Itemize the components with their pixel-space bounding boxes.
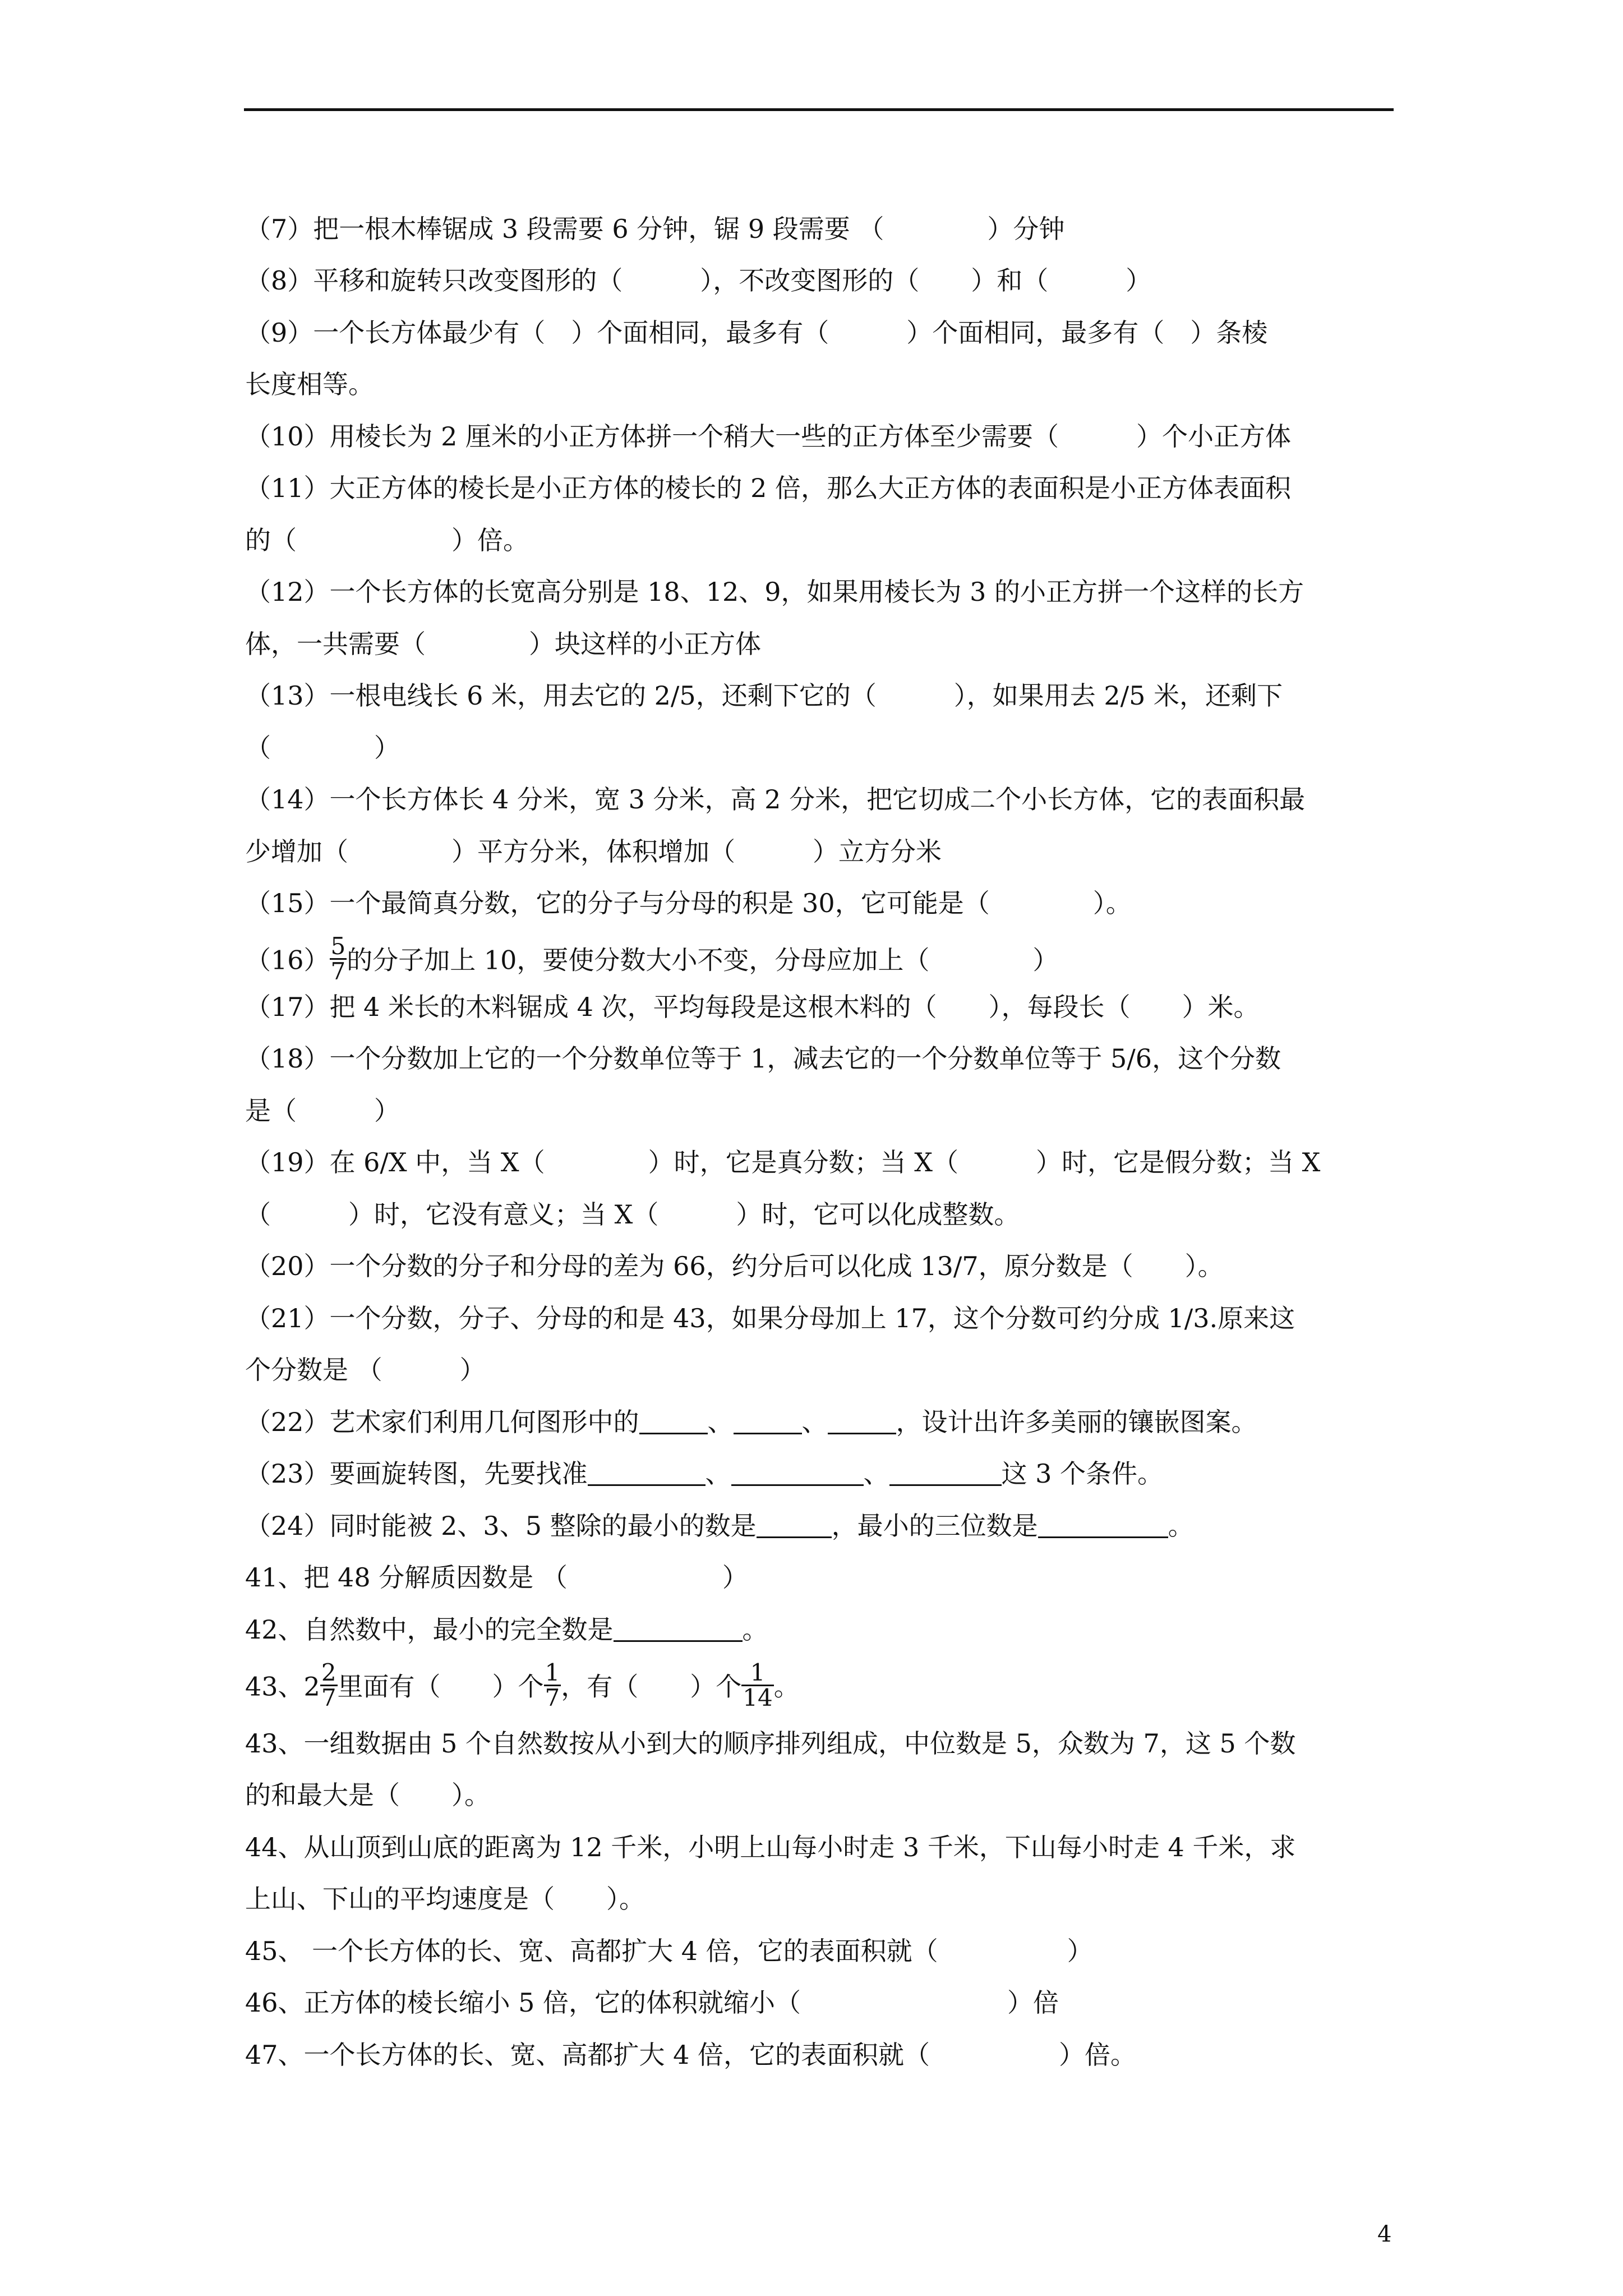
question-23-text: （23）要画旋转图，先要找准	[245, 1458, 588, 1489]
question-41: 41、把 48 分解质因数是 （ ）	[245, 1562, 748, 1593]
question-43-end: 。	[773, 1671, 800, 1702]
question-43-data-line-1: 43、一组数据由 5 个自然数按从小到大的顺序排列组成，中位数是 5，众数为 7，这 5 个数	[245, 1728, 1296, 1759]
question-7: （7）把一根木棒锯成 3 段需要 6 分钟，锯 9 段需要 （ ）分钟	[245, 214, 1065, 244]
question-17: （17）把 4 米长的木料锯成 4 次，平均每段是这根木料的（ ），每段长（ ）米。	[245, 992, 1260, 1022]
question-15: （15）一个最简真分数，它的分子与分母的积是 30，它可能是（ ）。	[245, 888, 1132, 918]
fraction-1-14	[741, 1661, 773, 1710]
question-9-line-1: （9）一个长方体最少有（ ）个面相同，最多有（ ）个面相同，最多有（ ）条棱	[245, 318, 1268, 348]
question-24-mid: ，最小的三位数是	[831, 1511, 1038, 1541]
question-16-prefix: （16）	[245, 945, 330, 976]
question-23	[245, 1457, 1163, 1490]
question-43-fractions	[245, 1659, 800, 1713]
question-19-line-1: （19）在 6/X 中，当 X（ ）时，它是真分数；当 X（ ）时，它是假分数；当 X	[245, 1147, 1321, 1177]
question-14-line-1: （14）一个长方体长 4 分米，宽 3 分米，高 2 分米，把它切成二个小长方体，它的表面积最	[245, 784, 1306, 815]
question-11-line-1: （11）大正方体的棱长是小正方体的棱长的 2 倍，那么大正方体的表面积是小正方体表面积	[245, 473, 1292, 503]
fraction-numerator: 1	[545, 1659, 560, 1686]
question-43-mid-2: ，有（ ）个	[561, 1671, 742, 1702]
question-16	[245, 932, 1059, 987]
fraction-denominator: 7	[321, 1684, 336, 1711]
question-12-line-1: （12）一个长方体的长宽高分别是 18、12、9，如果用棱长为 3 的小正方拼一个这样的长方	[245, 577, 1304, 607]
fraction-2-7	[320, 1661, 338, 1710]
question-19-line-2: （ ）时，它没有意义；当 X（ ）时，它可以化成整数。	[245, 1199, 1020, 1230]
blank-line	[639, 1407, 708, 1434]
question-21-line-2: 个分数是 （ ）	[245, 1355, 486, 1385]
question-10: （10）用棱长为 2 厘米的小正方体拼一个稍大一些的正方体至少需要（ ）个小正方体	[245, 421, 1292, 452]
fraction-denominator: 14	[743, 1684, 773, 1711]
question-44-line-1: 44、从山顶到山底的距离为 12 千米，小明上山每小时走 3 千米，下山每小时走 4 千米，求	[245, 1832, 1296, 1862]
question-47: 47、一个长方体的长、宽、高都扩大 4 倍，它的表面积就（ ）倍。	[245, 2040, 1137, 2070]
question-13-line-1: （13）一根电线长 6 米，用去它的 2/5，还剩下它的（ ），如果用去 2/5 米，还剩下	[245, 680, 1283, 711]
header-rule	[244, 108, 1394, 111]
question-43-prefix: 43、2	[245, 1671, 320, 1702]
separator: 、	[863, 1458, 889, 1489]
fraction-numerator: 5	[330, 932, 346, 960]
question-23-end: 这 3 个条件。	[1001, 1458, 1164, 1489]
blank-line	[734, 1407, 802, 1434]
blank-line	[614, 1614, 743, 1642]
question-45: 45、 一个长方体的长、宽、高都扩大 4 倍，它的表面积就（ ）	[245, 1936, 1093, 1966]
blank-line	[828, 1407, 896, 1434]
question-42-end: 。	[742, 1614, 768, 1645]
question-22	[245, 1405, 1257, 1439]
question-14-line-2: 少增加（ ）平方分米，体积增加（ ）立方分米	[245, 836, 942, 867]
question-11-line-2: 的（ ）倍。	[245, 525, 529, 555]
question-20: （20）一个分数的分子和分母的差为 66，约分后可以化成 13/7，原分数是（ ）。	[245, 1251, 1224, 1281]
blank-line	[1038, 1511, 1168, 1538]
fraction-denominator: 7	[545, 1684, 560, 1711]
question-42-text: 42、自然数中，最小的完全数是	[245, 1614, 614, 1645]
fraction-5-7	[330, 932, 347, 985]
question-16-text: 的分子加上 10，要使分数大小不变，分母应加上（ ）	[347, 945, 1059, 976]
question-44-line-2: 上山、下山的平均速度是（ ）。	[245, 1884, 645, 1914]
question-24-text: （24）同时能被 2、3、5 整除的最小的数是	[245, 1511, 757, 1541]
separator: 、	[707, 1407, 734, 1437]
question-43-data-line-2: 的和最大是（ ）。	[245, 1780, 490, 1810]
fraction-1-7	[544, 1661, 561, 1710]
fraction-numerator: 2	[321, 1659, 336, 1686]
fraction-denominator: 7	[330, 958, 346, 985]
question-12-line-2: 体，一共需要（ ）块这样的小正方体	[245, 629, 761, 659]
page-number: 4	[1377, 2221, 1392, 2247]
question-43-mid-1: 里面有（ ）个	[337, 1671, 544, 1702]
blank-line	[757, 1511, 832, 1538]
question-42	[245, 1613, 768, 1646]
question-9-line-2: 长度相等。	[245, 369, 374, 399]
question-46: 46、正方体的棱长缩小 5 倍，它的体积就缩小（ ）倍	[245, 1987, 1059, 2018]
question-24-end: 。	[1168, 1511, 1194, 1541]
question-13-line-2: （ ）	[245, 733, 400, 763]
question-24	[245, 1509, 1194, 1543]
question-18-line-1: （18）一个分数加上它的一个分数单位等于 1，减去它的一个分数单位等于 5/6，这个分数	[245, 1043, 1281, 1074]
separator: 、	[705, 1458, 731, 1489]
blank-line	[588, 1458, 706, 1486]
question-22-text: （22）艺术家们利用几何图形中的	[245, 1407, 639, 1437]
question-22-end: ，设计出许多美丽的镶嵌图案。	[896, 1407, 1257, 1437]
blank-line	[731, 1458, 864, 1486]
question-18-line-2: 是（ ）	[245, 1096, 400, 1126]
question-8: （8）平移和旋转只改变图形的（ ），不改变图形的（ ）和（ ）	[245, 265, 1152, 296]
separator: 、	[801, 1407, 828, 1437]
question-21-line-1: （21）一个分数，分子、分母的和是 43，如果分母加上 17，这个分数可约分成 1/3.原来这	[245, 1303, 1295, 1333]
blank-line	[889, 1458, 1002, 1486]
fraction-numerator: 1	[750, 1659, 766, 1686]
